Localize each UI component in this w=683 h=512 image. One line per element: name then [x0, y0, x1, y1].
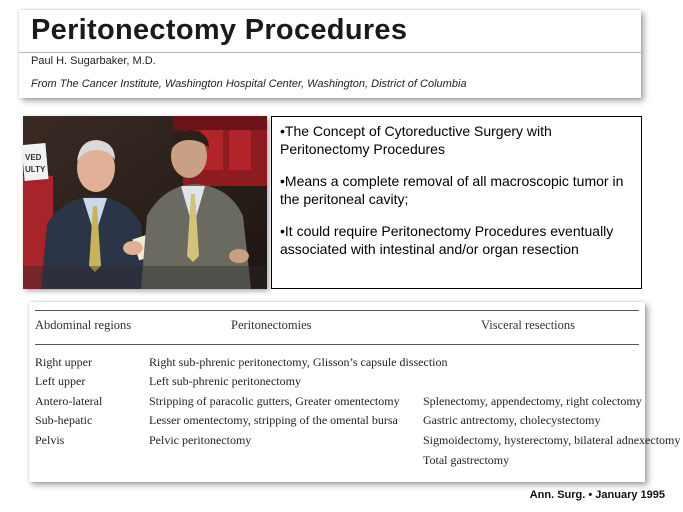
bullet-item: •Means a complete removal of all macroscopic tumor in the peritoneal cavity; — [280, 173, 624, 207]
table-header-rule — [35, 344, 639, 345]
photo-illustration — [23, 116, 267, 289]
resection-cell: Splenectomy, appendectomy, right colectomy — [423, 394, 642, 408]
page-title: Peritonectomy Procedures — [31, 14, 408, 46]
procedures-table — [29, 302, 681, 482]
column-header-visceral: Visceral resections — [481, 318, 576, 332]
header-divider — [19, 52, 641, 53]
resection-cell: Total gastrectomy — [423, 453, 510, 467]
resection-cell: Sigmoidectomy, hysterectomy, bilateral adnexectomy — [423, 433, 681, 447]
source-line: From The Cancer Institute, Washington Hospital Center, Washington, District of Columbia — [31, 78, 467, 90]
author-line: Paul H. Sugarbaker, M.D. — [31, 55, 156, 67]
region-cell: Pelvis — [35, 433, 65, 447]
table-row — [29, 355, 645, 374]
peritonectomy-cell: Left sub-phrenic peritonectomy — [149, 374, 301, 388]
peritonectomy-cell: Stripping of paracolic gutters, Greater omentectomy — [149, 394, 400, 408]
citation: Ann. Surg. • January 1995 — [529, 489, 665, 501]
header-card — [19, 10, 641, 98]
sign-text-2: ULTY — [25, 165, 46, 174]
region-cell: Left upper — [35, 374, 86, 388]
table-row — [29, 433, 681, 452]
region-cell: Right upper — [35, 355, 92, 369]
bullet-item: •The Concept of Cytoreductive Surgery with Peritonectomy Procedures — [280, 123, 552, 157]
photo — [23, 116, 267, 289]
bullet-panel — [271, 116, 642, 289]
table-row — [29, 374, 645, 393]
table-row — [29, 394, 645, 413]
table-row — [29, 413, 645, 432]
resection-cell: Gastric antrectomy, cholecystectomy — [423, 413, 601, 427]
peritonectomy-cell: Right sub-phrenic peritonectomy, Glisson’s capsule dissection — [149, 355, 448, 369]
sign-text-1: VED — [25, 153, 42, 162]
bullet-item: •It could require Peritonectomy Procedures eventually associated with intestinal and/or organ resection — [280, 223, 614, 257]
peritonectomy-cell: Lesser omentectomy, stripping of the omental bursa — [149, 413, 398, 427]
region-cell: Antero-lateral — [35, 394, 103, 408]
table-top-rule — [35, 310, 639, 311]
column-header-regions: Abdominal regions — [35, 318, 132, 332]
table-row — [29, 453, 645, 472]
region-cell: Sub-hepatic — [35, 413, 93, 427]
column-header-peritonectomies: Peritonectomies — [231, 318, 312, 332]
peritonectomy-cell: Pelvic peritonectomy — [149, 433, 252, 447]
